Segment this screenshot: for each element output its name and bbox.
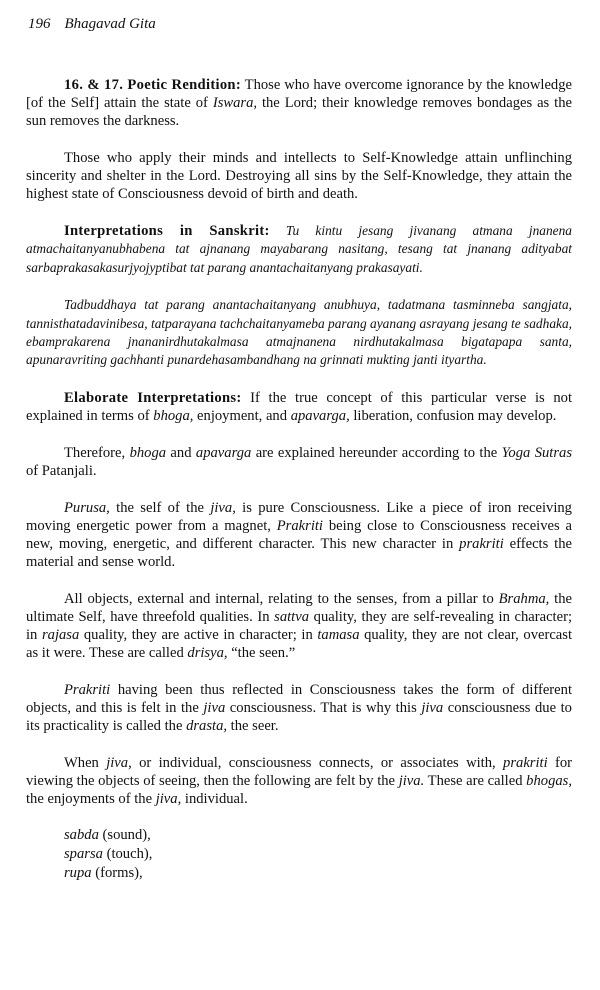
text-run: Therefore, [64, 444, 130, 461]
list-term: sabda [64, 826, 99, 843]
italic-term: drasta, [186, 717, 228, 734]
list-gloss: (sound), [98, 826, 151, 843]
text-run: quality, they are active in character; in [79, 626, 318, 643]
list-term: sparsa [64, 845, 103, 862]
italic-term: Purusa, [64, 499, 110, 516]
text-run: being close to Consciousness receives a new, moving, energetic, and different character. This new character in [26, 517, 572, 552]
italic-term: apavarga [195, 444, 252, 461]
paragraph-sanskrit-continued: Tadbuddhaya tat parang anantachaitanyang anubhuya, tadatmana tasminneba sangjata, tannisthatadavinibesa, tatparayana tachchaitanyameba parang ayanang asrayang jesang te sadhaka, ebamprakarena jnananirdhutakalmasa atmajnanena nirdhutakalmasa bigatapapa santa, apunaravriting gachhanti punardehasambandhang na grinnati mukting janti ityartha. [26, 297, 572, 368]
paragraph-bhogas [26, 754, 572, 808]
list-term: rupa [64, 864, 92, 881]
text-run: consciousness due to its practicality is called the [26, 699, 572, 734]
italic-term: prakriti [459, 535, 504, 552]
text-run: “the seen.” [227, 644, 296, 661]
text-run: Tu kintu jesang jivanang atmana jnanena atmachaitanyanubhabena tat ajnanang mayabarang nasitang, tesang tat jnanang adityabat sarbaprakasakasurjyojyptibat tat parang anantachaitanyang prakasayati. [26, 223, 572, 275]
italic-term: jiva. [398, 772, 425, 789]
italic-term: Yoga Sutras [501, 444, 572, 461]
paragraph-threefold-qualities [26, 590, 572, 662]
text-run: These are called [424, 772, 527, 789]
text-run: and [166, 444, 196, 461]
text-run: the ultimate Self, have threefold qualities. In [26, 590, 572, 625]
text-run: Those who have overcome ignorance by the knowledge [of the Self] attain the state of [26, 77, 572, 111]
text-run: liberation, confusion may develop. [349, 407, 557, 424]
italic-term: Prakriti [276, 517, 323, 534]
italic-term: bhogas, [526, 772, 572, 789]
italic-term: jiva, [106, 754, 132, 771]
text-run: are explained hereunder according to the [251, 444, 502, 461]
italic-term: jiva [421, 699, 444, 716]
section-heading: Elaborate Interpretations: [64, 389, 242, 406]
italic-term: apavarga, [290, 407, 350, 424]
text-run: When [64, 754, 107, 771]
list-gloss: (forms), [91, 864, 143, 881]
text-run: quality, they are self-revealing in character; in [26, 608, 572, 643]
paragraph-prakriti-reflected [26, 681, 572, 735]
text-run: effects the material and sense world. [26, 535, 572, 570]
book-title: Bhagavad Gita [64, 16, 156, 32]
italic-term: bhoga [129, 444, 167, 461]
bhoga-list [26, 826, 572, 883]
text-run: All objects, external and internal, relating to the senses, from a pillar to [64, 590, 499, 607]
italic-term: tamasa [317, 626, 360, 643]
text-run: individual. [181, 790, 248, 807]
italic-term: Brahma, [498, 590, 550, 607]
running-header [28, 16, 156, 33]
paragraph-self-knowledge: Those who apply their minds and intellects to Self-Knowledge attain unflinching sincerity and shelter in the Lord. Destroying all sins by the Self-Knowledge, they attain the highest state of Consciousness devoid of birth and death. [26, 150, 572, 202]
text-run: having been thus reflected in Consciousness takes the form of different objects, and this is felt in the [26, 681, 572, 716]
text-run: If the true concept of this particular verse is not explained in terms of [26, 389, 572, 424]
list-item [64, 864, 572, 883]
list-gloss: (touch), [102, 845, 153, 862]
text-run: or individual, consciousness connects, or associates with, [131, 754, 504, 771]
paragraph-purusa [26, 499, 572, 571]
text-run: consciousness. That is why this [225, 699, 422, 716]
italic-term: prakriti [503, 754, 548, 771]
section-heading: 16. & 17. Poetic Rendition: [64, 77, 242, 93]
paragraph-therefore [26, 444, 572, 480]
italic-term: drisya, [187, 644, 228, 661]
text-run: the Lord; their knowledge removes bondages as the sun removes the darkness. [26, 95, 572, 129]
page-number: 196 [28, 16, 51, 32]
paragraph-poetic-rendition [26, 76, 572, 130]
list-item [64, 845, 572, 864]
text-run: of Patanjali. [26, 462, 97, 479]
paragraph-elaborate-interpretations [26, 389, 572, 425]
italic-term: Iswara, [212, 95, 258, 111]
italic-term: jiva, [155, 790, 182, 807]
text-run: for viewing the objects of seeing, then the following are felt by the [26, 754, 573, 789]
text-run: enjoyment, and [193, 407, 291, 424]
italic-term: jiva, [210, 499, 236, 516]
text-run: the self of the [109, 499, 211, 516]
body-text [26, 76, 572, 883]
section-heading: Interpretations in Sanskrit: [64, 223, 270, 239]
text-run: the enjoyments of the [26, 790, 156, 807]
text-run: quality, they are not clear, overcast as it were. These are called [26, 626, 573, 661]
list-item [64, 826, 572, 845]
italic-term: jiva [203, 699, 226, 716]
text-run: the seer. [227, 717, 279, 734]
italic-term: Prakriti [64, 681, 111, 698]
text-run: is pure Consciousness. Like a piece of iron receiving moving energetic power from a magnet, [26, 499, 572, 534]
italic-term: bhoga, [153, 407, 194, 424]
italic-term: rajasa [41, 626, 80, 643]
italic-term: sattva [274, 608, 310, 625]
paragraph-sanskrit-interpretation [26, 222, 572, 277]
